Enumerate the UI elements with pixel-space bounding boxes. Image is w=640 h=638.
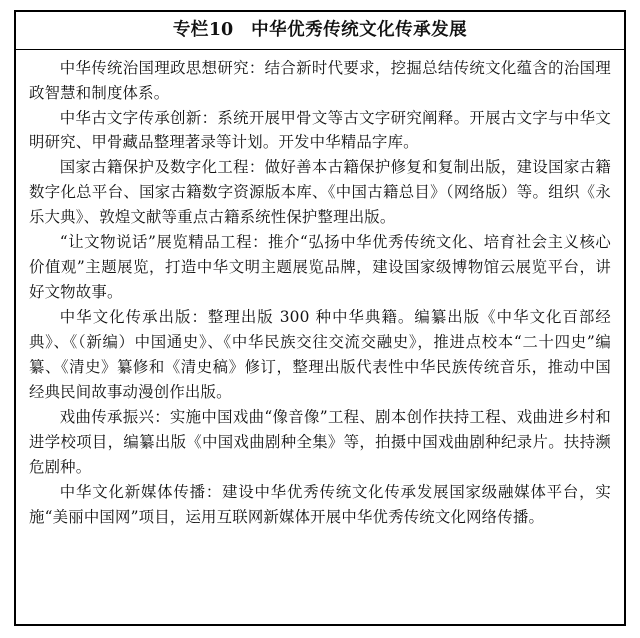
box-title-name: 中华优秀传统文化传承发展: [251, 20, 468, 40]
paragraph: 中华传统治国理政思想研究：结合新时代要求，挖掘总结传统文化蕴含的治国理政智慧和制度体系。: [29, 58, 611, 102]
paragraph: 中华文化传承出版：整理出版 300 种中华典籍。编纂出版《中华文化百部经典》、《（新编）中国通史》、《中华民族交往交流交融史》，推进点校本“二十四史”编纂、《清史》纂修和《清史稿》修订，整理出版代表性中华民族传统音乐，推动中国经典民间故事动漫创作出版。: [29, 308, 611, 402]
paragraph: 国家古籍保护及数字化工程：做好善本古籍保护修复和复制出版，建设国家古籍数字化总平台、国家古籍数字资源版本库、《中国古籍总目》（网络版）等。组织《永乐大典》、敦煌文献等重点古籍系统性保护整理出版。: [29, 158, 611, 227]
paragraph: 中华古文字传承创新：系统开展甲骨文等古文字研究阐释。开展古文字与中华文明研究、甲骨藏品整理著录等计划。开发中华精品字库。: [29, 108, 611, 152]
box-title-label: 专栏: [172, 20, 209, 40]
box-body: [16, 50, 624, 534]
paragraph: “让文物说话”展览精品工程：推介“弘扬中华优秀传统文化、培育社会主义核心价值观”主题展览，打造中华文明主题展览品牌，建设国家级博物馆云展览平台，讲好文物故事。: [29, 233, 611, 302]
callout-box: [14, 10, 626, 626]
paragraph: 中华文化新媒体传播：建设中华优秀传统文化传承发展国家级融媒体平台，实施“美丽中国网”项目，运用互联网新媒体开展中华优秀传统文化网络传播。: [29, 482, 611, 526]
box-title-number: 10: [208, 20, 234, 40]
paragraph: 戏曲传承振兴：实施中国戏曲“像音像”工程、剧本创作扶持工程、戏曲进乡村和进学校项目，编纂出版《中国戏曲剧种全集》等，拍摄中国戏曲剧种纪录片。扶持濒危剧种。: [29, 407, 611, 476]
box-title: [16, 12, 624, 50]
